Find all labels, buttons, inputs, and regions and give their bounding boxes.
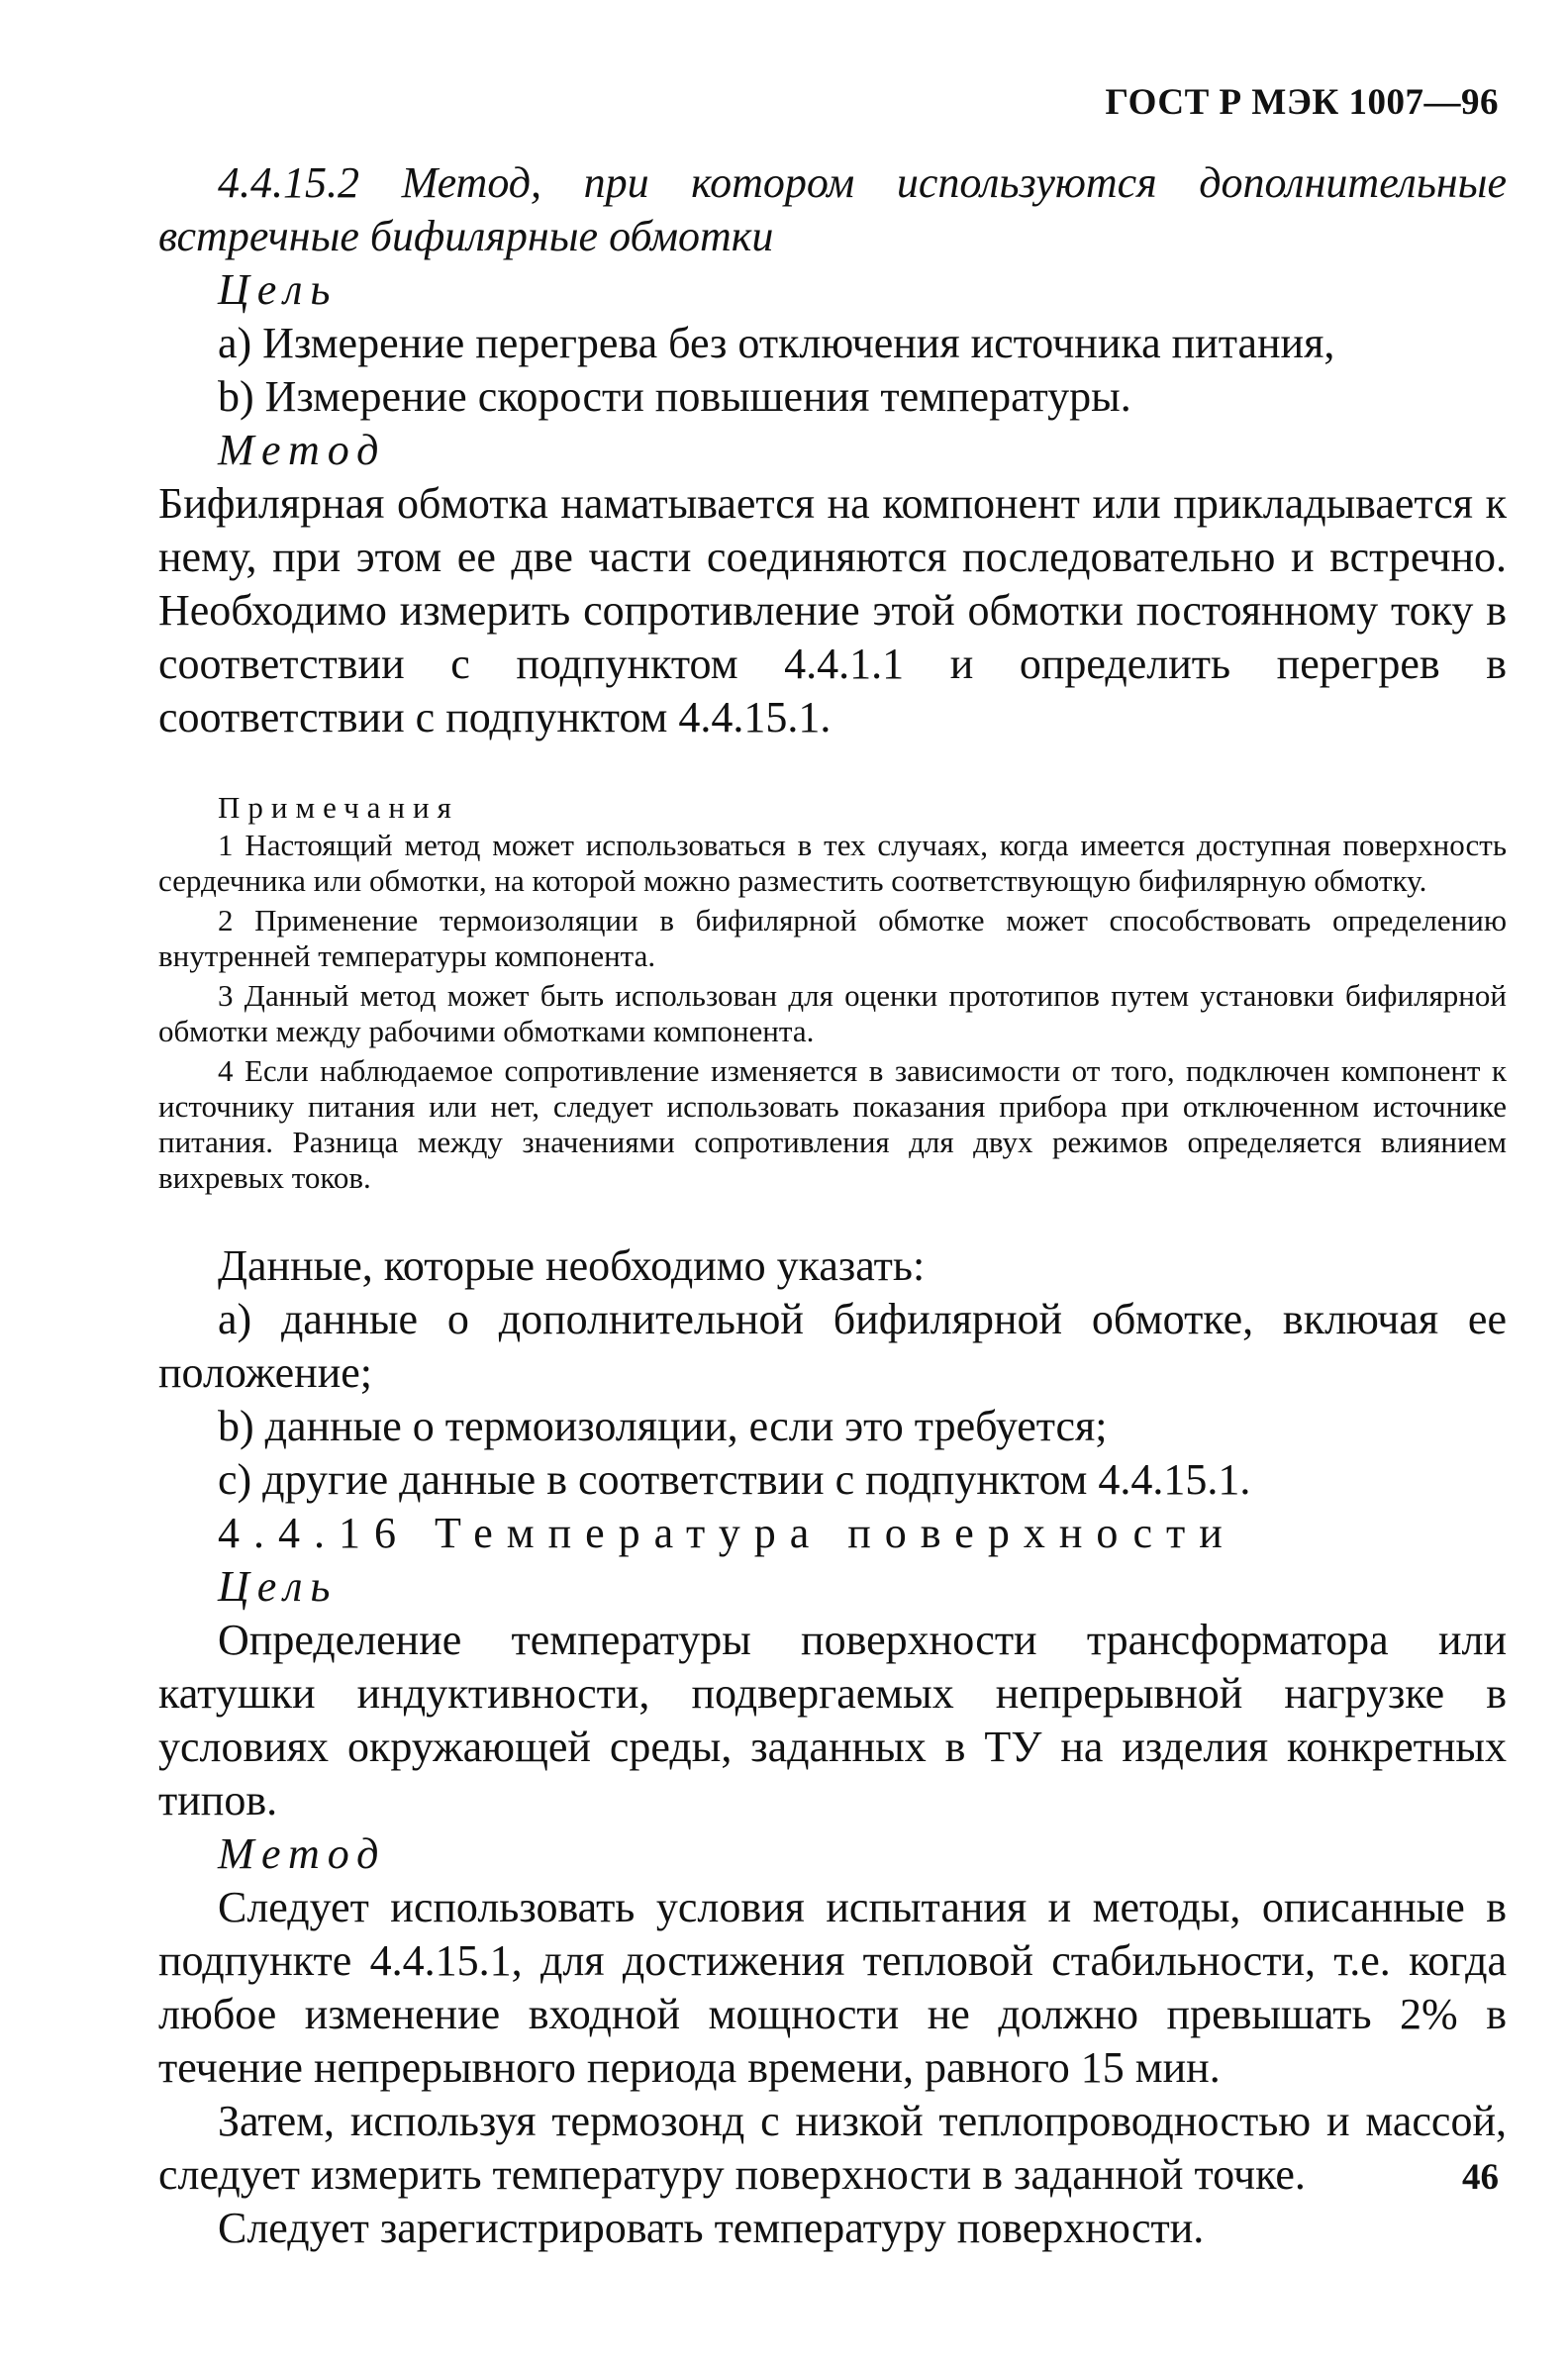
section-4-4-15-2-title: 4.4.15.2 Метод, при котором используются дополнительные встречные бифилярные обмотки (158, 158, 1507, 260)
data-report-intro: Данные, которые необходимо указать: (218, 1241, 926, 1290)
goal-item-b: b) Измерение скорости повышения температуры. (218, 372, 1131, 421)
note-item: 3 Данный метод может быть использован для оценки прототипов путем установки бифилярной обмотки между рабочими обмотками компонента. (158, 978, 1507, 1048)
section-4-4-16-title: 4.4.16 Температура поверхности (218, 1509, 1236, 1557)
data-report-item-c: с) другие данные в соответствии с подпунктом 4.4.15.1. (218, 1455, 1251, 1504)
page-number: 46 (1462, 2157, 1499, 2198)
document-header: ГОСТ Р МЭК 1007—96 (1105, 82, 1499, 123)
method-paragraph-2c: Следует зарегистрировать температуру поверхности. (218, 2204, 1205, 2252)
goal-item-a: а) Измерение перегрева без отключения источника питания, (218, 319, 1335, 367)
page-content (158, 156, 1507, 2255)
notes-block (158, 788, 1507, 1196)
note-item: 1 Настоящий метод может использоваться в тех случаях, когда имеется доступная поверхность сердечника или обмотки, на которой можно разместить соответствующую бифилярную обмотку. (158, 828, 1507, 898)
method-label: Метод (218, 426, 387, 474)
goal-label-2: Цель (218, 1562, 339, 1611)
data-report-item-a: а) данные о дополнительной бифилярной обмотке, включая ее положение; (158, 1295, 1507, 1397)
data-report-item-b: b) данные о термоизоляции, если это требуется; (218, 1402, 1108, 1450)
method-label-2: Метод (218, 1829, 387, 1878)
method-paragraph: Бифилярная обмотка наматывается на компонент или прикладывается к нему, при этом ее две части соединяются последовательно и встречно. Необходимо измерить сопротивление этой обмотки постоянному току в соответствии с подпунктом 4.4.1.1 и определить перегрев в соответствии с подпунктом 4.4.15.1. (158, 479, 1507, 741)
note-item: 4 Если наблюдаемое сопротивление изменяется в зависимости от того, подключен компонент к источнику питания или нет, следует использовать показания прибора при отключенном источнике питания. Разница между значениями сопротивления для двух режимов определяется влиянием вихревых токов. (158, 1053, 1507, 1195)
goal-paragraph-2: Определение температуры поверхности трансформатора или катушки индуктивности, подвергаемых непрерывной нагрузке в условиях окружающей среды, заданных в ТУ на изделия конкретных типов. (158, 1616, 1507, 1824)
note-item: 2 Применение термоизоляции в бифилярной обмотке может способствовать определению внутренней температуры компонента. (158, 903, 1507, 973)
method-paragraph-2b: Затем, используя термозонд с низкой теплопроводностью и массой, следует измерить температуру поверхности в заданной точке. (158, 2097, 1507, 2199)
goal-label: Цель (218, 265, 339, 314)
method-paragraph-2a: Следует использовать условия испытания и методы, описанные в подпункте 4.4.15.1, для достижения тепловой стабильности, т.е. когда любое изменение входной мощности не должно превышать 2% в течение непрерывного периода времени, равного 15 мин. (158, 1883, 1507, 2092)
notes-title: Примечания (218, 790, 459, 825)
